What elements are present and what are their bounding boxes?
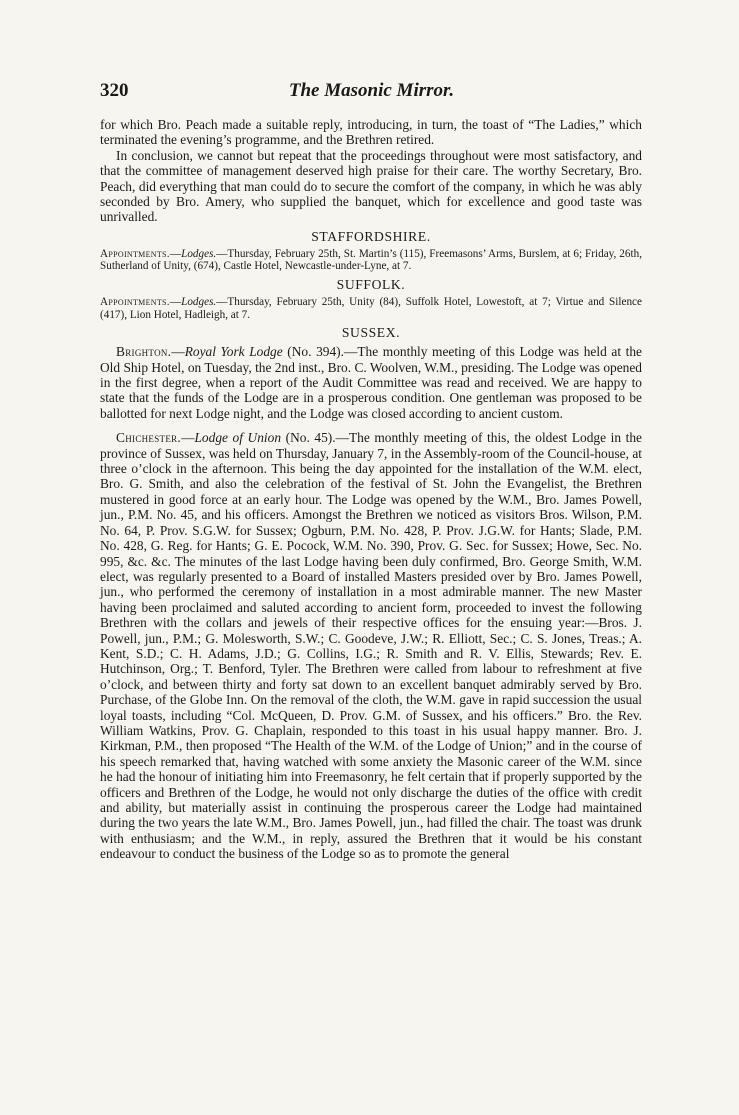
- lodges-label: Lodges.: [181, 296, 217, 309]
- journal-title: The Masonic Mirror.: [288, 80, 455, 101]
- place-separator: —: [181, 430, 195, 446]
- appointments-separator: —: [169, 296, 182, 309]
- paragraph-conclusion: In conclusion, we cannot but repeat that the proceedings throughout were most satisfactory, and that the committee of management deserved high praise for their care. The worthy Secretary, Bro. Peach, did everything that man could do to secure the comfort of the company, in which he was ably seconded by Bro. Amery, who supplied the banquet, which for excellence and good taste was unrivalled.: [100, 147, 642, 225]
- appointments-suffolk: [100, 296, 642, 321]
- appointments-label: Appointments.: [100, 296, 170, 309]
- lodge-name: Lodge of Union: [194, 430, 282, 446]
- report-brighton: [100, 344, 642, 421]
- running-header: [100, 80, 643, 106]
- place-separator: —: [171, 344, 185, 360]
- lodges-label: Lodges.: [181, 247, 217, 260]
- place-name: Chichester.: [116, 430, 182, 446]
- report-text: (No. 45).—The monthly meeting of this, the oldest Lodge in the province of Sussex, was held on Thursday, January 7, in the Assembly-room of the Council-house, at three o’clock in the afternoon. This being the day appointed for the installation of the W.M. elect, Bro. G. Smith, and also the celebration of the festival of St. John the Evangelist, the Brethren mustered in good force at an early hour. The Lodge was opened by the W.M., Bro. James Powell, jun., P.M. No. 45, and his officers. Amongst the Brethren we noticed as visitors Bros. Wilson, P.M. No. 64, P. Prov. S.G.W. for Sussex; Ogburn, P.M. No. 428, P. Prov. J.G.W. for Hants; Slade, P.M. No. 428, G. Reg. for Hants; G. E. Pocock, W.M. No. 390, Prov. G. Sec. for Sussex; Howe, Sec. No. 995, &c. &c. The minutes of the last Lodge having been duly confirmed, Bro. George Smith, W.M. elect, was regularly presented to a Board of installed Masters presided over by Bro. James Powell, jun., who performed the ceremony of installation in a most admirable manner. The new Master having been proclaimed and saluted according to ancient form, proceeded to invest the following Brethren with the collars and jewels of their respective offices for the ensuing year:—Bros. J. Powell, jun., P.M.; G. Molesworth, S.W.; C. Goodeve, J.W.; R. Elliott, Sec.; C. S. Jones, Treas.; A. Kent, S.D.; C. H. Adams, J.D.; G. Collins, I.G.; R. Smith and R. V. Ellis, Stewards; Rev. E. Hutchinson, Org.; T. Benford, Tyler. The Brethren were called from labour to refreshment at five o’clock, and between thirty and forty sat down to an excellent banquet admirably served by Bro. Purchase, of the Globe Inn. On the removal of the cloth, the W.M. gave in rapid succession the usual loyal toasts, including “Col. McQueen, D. Prov. G.M. of Sussex, and his officers.” Bro. the Rev. William Watkins, Prov. G. Chaplain, responded to this toast in his usual happy manner. Bro. J. Kirkman, P.M., then proposed “The Health of the W.M. of the Lodge of Union;” and in the course of his speech remarked that, having watched with some anxiety the Masonic career of the W.M. since he had the honour of initiating him into Freemasonry, he felt certain that if properly supported by the officers and Brethren of the Lodge, he would not only discharge the duties of the office with credit and ability, but materially assist in continuing the prosperous career the Lodge had maintained during the two years the late W.M., Bro. James Powell, jun., had filled the chair. The toast was drunk with enthusiasm; and the W.M., in reply, assured the Brethren that it would be his constant endeavour to conduct the business of the Lodge so as to promote the general: [100, 430, 642, 862]
- appointments-text: —Thursday, February 25th, St. Martin’s (115), Freemasons’ Arms, Burslem, at 6; Friday, 26th, Sutherland of Unity, (674), Castle Hotel, Newcastle-under-Lyne, at 7.: [100, 247, 642, 273]
- lodge-name: Royal York Lodge: [184, 344, 283, 360]
- page-number: 320: [100, 80, 129, 101]
- paragraph-closing-toast: for which Bro. Peach made a suitable reply, introducing, in turn, the toast of “The Ladies,” which terminated the evening’s programme, and the Brethren retired.: [100, 117, 642, 148]
- article-body: [100, 117, 642, 862]
- appointments-separator: —: [169, 247, 182, 260]
- section-heading-sussex: SUSSEX.: [341, 325, 401, 341]
- place-name: Brighton.: [116, 344, 172, 360]
- section-heading-staffordshire: STAFFORDSHIRE.: [311, 228, 431, 244]
- section-heading-suffolk: SUFFOLK.: [336, 277, 406, 293]
- report-chichester: [100, 430, 642, 861]
- appointments-staffordshire: [100, 248, 642, 273]
- appointments-text: —Thursday, February 25th, Unity (84), Suffolk Hotel, Lowestoft, at 7; Virtue and Silence (417), Lion Hotel, Hadleigh, at 7.: [100, 296, 642, 321]
- appointments-label: Appointments.: [100, 247, 170, 260]
- report-text: (No. 394).—The monthly meeting of this Lodge was held at the Old Ship Hotel, on Tuesday, the 2nd inst., Bro. C. Woolven, W.M., presiding. The Lodge was opened in the first degree, when a report of the Audit Committee was read and received. We are happy to state that the funds of the Lodge are in a prosperous condition. One gentleman was proposed to be ballotted for next Lodge night, and the Lodge was closed according to ancient custom.: [100, 344, 643, 421]
